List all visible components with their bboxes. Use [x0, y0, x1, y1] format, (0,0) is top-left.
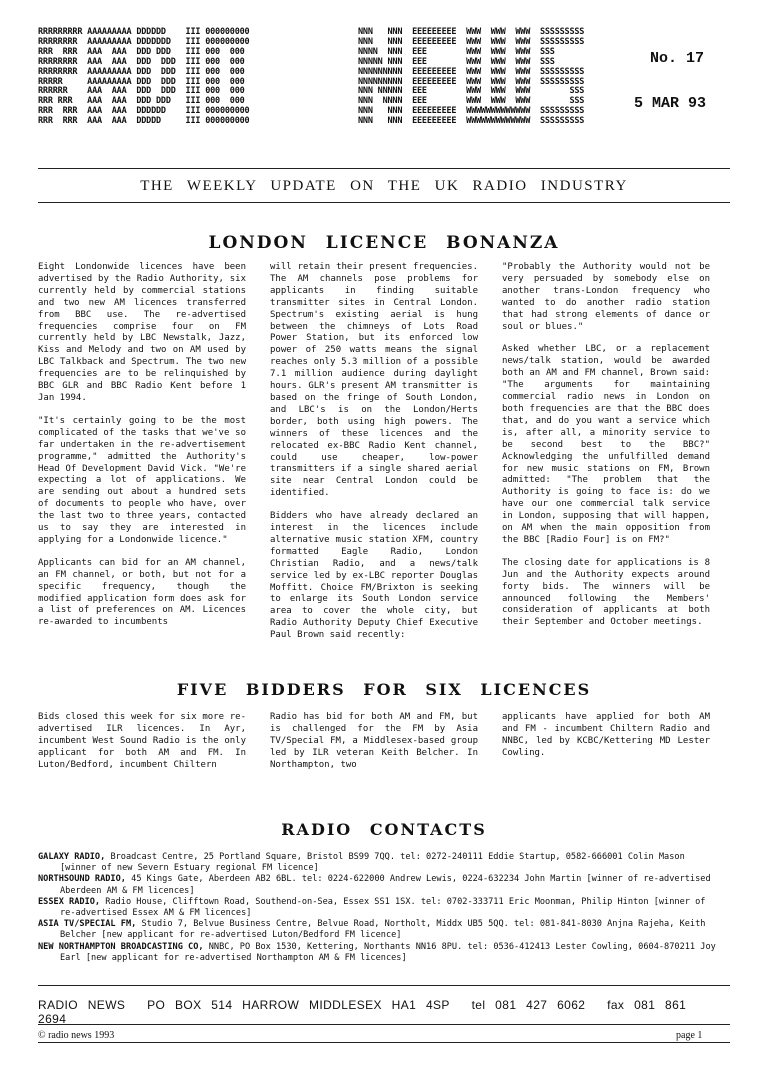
headline-radio-contacts: RADIO CONTACTS [281, 820, 487, 839]
article1-column-3 [502, 262, 710, 640]
list-item [38, 897, 718, 919]
divider-footer-top [38, 985, 730, 986]
list-item [38, 942, 718, 964]
article2-column-2 [270, 712, 478, 783]
contact-details: Radio House, Clifftown Road, Southend-on-Sea, Essex SS1 1SX. tel: 0702-333711 Eric Moonman, Philip Hinton [winner of re-advertised Essex AM & FM licences] [60, 896, 706, 919]
paragraph: "It's certainly going to be the most complicated of the tasks that we've so far undertaken in the re-advertisement programme," admitted the Authority's Head Of Development David Vick. "We're expecting a lot of applications. We are sending out about a hundred sets of documents to people who have, over the last two to three years, contacted us to say they are interested in applying for a Londonwide licence." [38, 415, 246, 545]
paragraph: Bids closed this week for six more re-advertised ILR licences. In Ayr, incumbent West Sound Radio is the only applicant for both AM and FM. In Luton/Bedford, incumbent Chiltern [38, 712, 246, 770]
headline-five-bidders: FIVE BIDDERS FOR SIX LICENCES [176, 680, 592, 699]
headline-london-licence: LONDON LICENCE BONANZA [208, 233, 560, 253]
contact-details: Studio 7, Belvue Business Centre, Belvue Road, Northolt, Middx UB5 5QQ. tel: 081-841-8030 Anjna Rajeha, Keith Belcher [new applicant for re-advertised Luton/Bedford FM licence] [60, 919, 706, 941]
masthead-logo-right: NNN NNN EEEEEEEEE WWW WWW WWW SSSSSSSSS NNN NNN EEEEEEEEE WWW WWW WWW SSSSSSSSS NNNN NNN EEE WWW WWW WWW SSS NNNNN NNN EEE WWW WWW WWW SSS NNNNNNNNN EEEEEEEEE WWW WWW WWW SSSSSSSSS NNNNNNNNN EEEEEEEEE WWW WWW WWW SSSSSSSSS NNN NNNNN EEE WWW WWW WWW SSS NNN NNNN EEE WWW WWW WWW SSS NNN NNN EEEEEEEEE WWWWWWWWWWWWW SSSSSSSSS NNN NNN EEEEEEEEE WWWWWWWWWWWWW SSSSSSSSS [358, 27, 585, 127]
footer-tel: tel 081 427 6062 [471, 998, 586, 1012]
paragraph: applicants have applied for both AM and FM - incumbent Chiltern Radio and NNBC, led by KCBC/Kettering MD Lester Cowling. [502, 712, 710, 758]
article2-column-3 [502, 712, 710, 771]
masthead-logo-left: RRRRRRRRR AAAAAAAAA DDDDDD III 000000000 RRRRRRRR AAAAAAAAA DDDDDDD III 000000000 RRR RRR AAA AAA DDD DDD III 000 000 RRRRRRRR AAA AAA DDD DDD III 000 000 RRRRRRRR AAAAAAAAA DDD DDD III 000 000 RRRRR AAAAAAAAA DDD DDD III 000 000 RRRRRR AAA AAA DDD DDD III 000 000 RRR RRR AAA AAA DDD DDD III 000 000 RRR RRR AAA AAA DDDDDD III 000000000 RRR RRR AAA AAA DDDDD III 000000000 [38, 27, 250, 127]
page-number: page 1 [676, 1030, 703, 1041]
divider-tagline [38, 202, 730, 203]
copyright-notice: © radio news 1993 [38, 1030, 115, 1041]
contacts-list [38, 852, 718, 964]
divider-footer-bottom [38, 1024, 730, 1025]
paragraph: Applicants can bid for an AM channel, an FM channel, or both, but not for a specific frequency, though the modified application form does ask for a list of preferences on AM. Licences re-awarded to incumbents [38, 557, 246, 628]
contact-details: 45 Kings Gate, Aberdeen AB2 6BL. tel: 0224-622000 Andrew Lewis, 0224-632234 John Martin [winner of re-advertised Aberdeen AM & FM licences] [60, 874, 711, 896]
footer-address: PO BOX 514 HARROW MIDDLESEX HA1 4SP [147, 998, 450, 1012]
paragraph: Bidders who have already declared an interest in the licences include alternative music station XFM, country formatted Eagle Radio, London Christian Radio, and a news/talk service led by ex-LBC reporter Douglas Moffitt. Choice FM/Brixton is seeking to enlarge its South London service area to cover the whole city, but Radio Authority Deputy Chief Executive Paul Brown said recently: [270, 511, 478, 641]
paragraph: "Probably the Authority would not be very persuaded by somebody else on another trans-London frequency who wanted to do another radio station that had strong elements of dance or soul or blues." [502, 262, 710, 332]
contact-name: NEW NORTHAMPTON BROADCASTING CO, [38, 941, 204, 952]
paragraph: will retain their present frequencies. The AM channels pose problems for applicants in finding suitable transmitter sites in Central London. Spectrum's existing aerial is hung between the chimneys of Lots Road Power Station, but its enforced low power of 250 watts means the signal reaches only 5.3 million of a possible 7.1 million audience during daylight hours. GLR's present AM transmitter is based on the fringe of South London, and LBC's is on the London/Herts border, both using high powers. The winners of these licences and the relocated ex-BBC Radio Kent channel, could use cheaper, low-power transmitters if a single shared aerial site near Central London could be identified. [270, 262, 478, 499]
tagline: THE WEEKLY UPDATE ON THE UK RADIO INDUSTRY [140, 178, 628, 194]
footer-fax: fax 081 861 2694 [38, 998, 687, 1026]
list-item [38, 874, 718, 896]
article1-column-2 [270, 262, 478, 653]
article2-column-1 [38, 712, 246, 783]
footer-address-line [38, 998, 730, 1026]
footer-publication: RADIO NEWS [38, 998, 126, 1012]
paragraph: Eight Londonwide licences have been advertised by the Radio Authority, six currently held by commercial stations and two new AM licences transferred from BBC use. The re-advertised frequencies comprise four on FM currently held by LBC Newstalk, Jazz, Kiss and Melody and two on AM used by LBC Talkback and Spectrum. The two new frequencies are to be relinquished by BBC GLR and BBC Radio Kent before 1 Jan 1994. [38, 262, 246, 403]
issue-date: 5 MAR 93 [634, 95, 707, 112]
issue-number: No. 17 [650, 50, 705, 67]
contact-name: ASIA TV/SPECIAL FM, [38, 919, 137, 930]
list-item [38, 919, 718, 941]
paragraph: The closing date for applications is 8 Jun and the Authority expects around forty bids. The winners will be announced following the Members' consideration of applicants at both their September and October meetings. [502, 557, 710, 628]
contact-name: NORTHSOUND RADIO, [38, 874, 126, 885]
list-item [38, 852, 718, 874]
contact-name: ESSEX RADIO, [38, 896, 101, 907]
contact-details: Broadcast Centre, 25 Portland Square, Bristol BS99 7QQ. tel: 0272-240111 Eddie Startup, 0582-666001 Colin Mason [winner of new Severn Estuary regional FM licence] [60, 852, 685, 874]
divider-top [38, 168, 730, 169]
paragraph: Asked whether LBC, or a replacement news/talk station, would be awarded both an AM and FM channel, Brown said: "The arguments for maintaining commercial radio news in London on both frequencies are that the BBC does that, and do you want a service which is, after all, a minority service to be second best to the BBC?" Acknowledging the unfulfilled demand for new music stations on FM, Brown admitted: "The problem that the Authority is going to face is: do we have our one commercial talk service in London, supposing that will happen, on AM when the main opposition from the BBC [Radio Four] is on FM?" [502, 344, 710, 545]
article1-column-1 [38, 262, 246, 640]
contact-name: GALAXY RADIO, [38, 852, 106, 862]
contact-details: NNBC, PO Box 1530, Kettering, Northants NN16 8PU. tel: 0536-412413 Lester Cowling, 0604-870211 Joy Earl [new applicant for re-advertised Northampton AM & FM licences] [60, 941, 716, 963]
divider-page-end [38, 1042, 730, 1043]
paragraph: Radio has bid for both AM and FM, but is challenged for the FM by Asia TV/Special FM, a Middlesex-based group led by ILR veteran Keith Belcher. In Northampton, two [270, 712, 478, 770]
